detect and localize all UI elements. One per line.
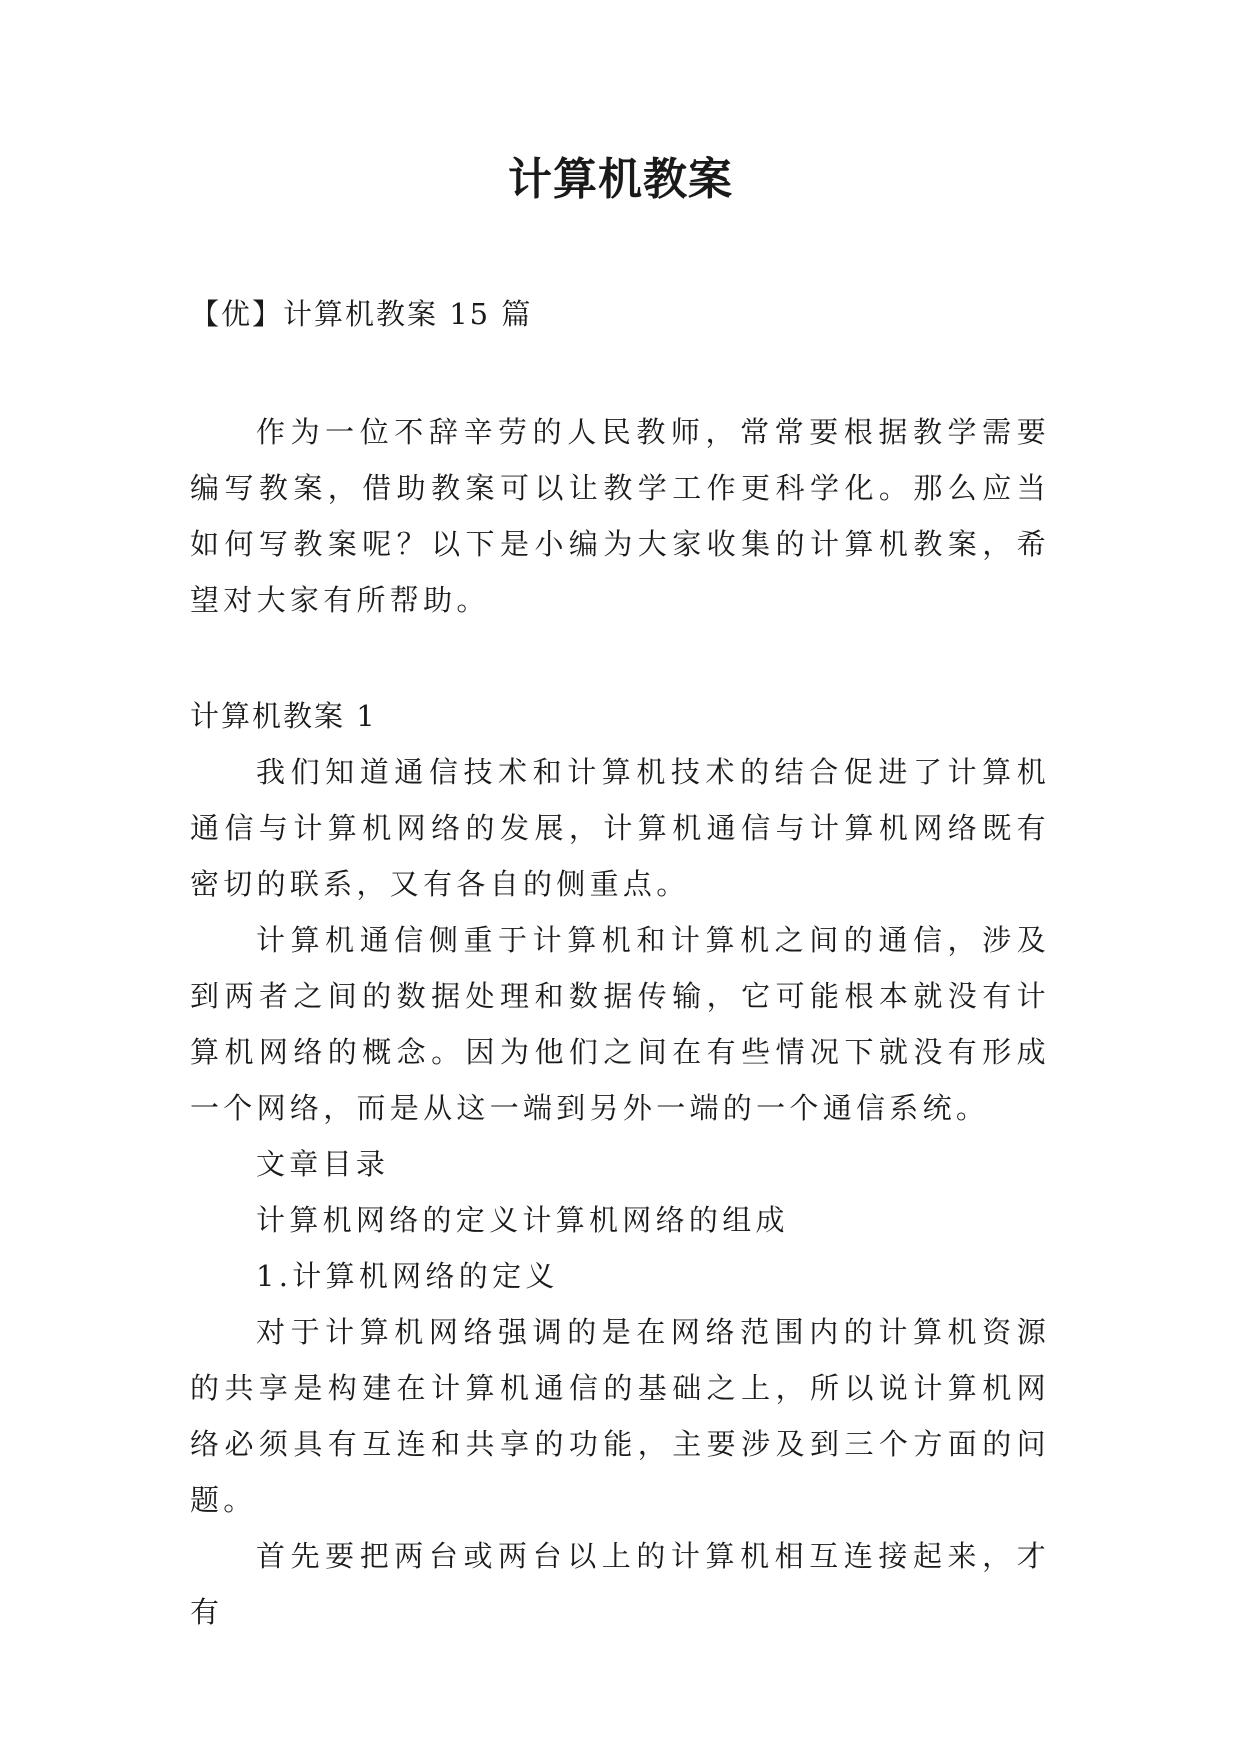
subsection-heading: 1.计算机网络的定义 (256, 1259, 559, 1293)
toc-entry: 计算机网络的定义计算机网络的组成 (256, 1203, 789, 1237)
intro-paragraph: 作为一位不辞辛劳的人民教师，常常要根据教学需要编写教案，借助教案可以让教学工作更科学化。那么应当如何写教案呢？以下是小编为大家收集的计算机教案，希望对大家有所帮助。 (190, 415, 1050, 617)
document-body (190, 404, 1050, 1640)
document-title: 计算机教案 (508, 154, 733, 205)
paragraph-1: 我们知道通信技术和计算机技术的结合促进了计算机通信与计算机网络的发展，计算机通信与计算机网络既有密切的联系，又有各自的侧重点。 (190, 755, 1050, 901)
section-heading: 计算机教案 1 (190, 699, 377, 733)
paragraph-4: 首先要把两台或两台以上的计算机相互连接起来，才有 (190, 1539, 1050, 1629)
toc-heading: 文章目录 (256, 1147, 390, 1181)
paragraph-2: 计算机通信侧重于计算机和计算机之间的通信，涉及到两者之间的数据处理和数据传输，它可能根本就没有计算机网络的概念。因为他们之间在有些情况下就没有形成一个网络，而是从这一端到另外一端的一个通信系统。 (190, 923, 1050, 1125)
paragraph-3: 对于计算机网络强调的是在网络范围内的计算机资源的共享是构建在计算机通信的基础之上，所以说计算机网络必须具有互连和共享的功能，主要涉及到三个方面的问题。 (190, 1315, 1050, 1517)
document-subtitle: 【优】计算机教案 15 篇 (190, 297, 533, 331)
spacer (190, 628, 1050, 688)
